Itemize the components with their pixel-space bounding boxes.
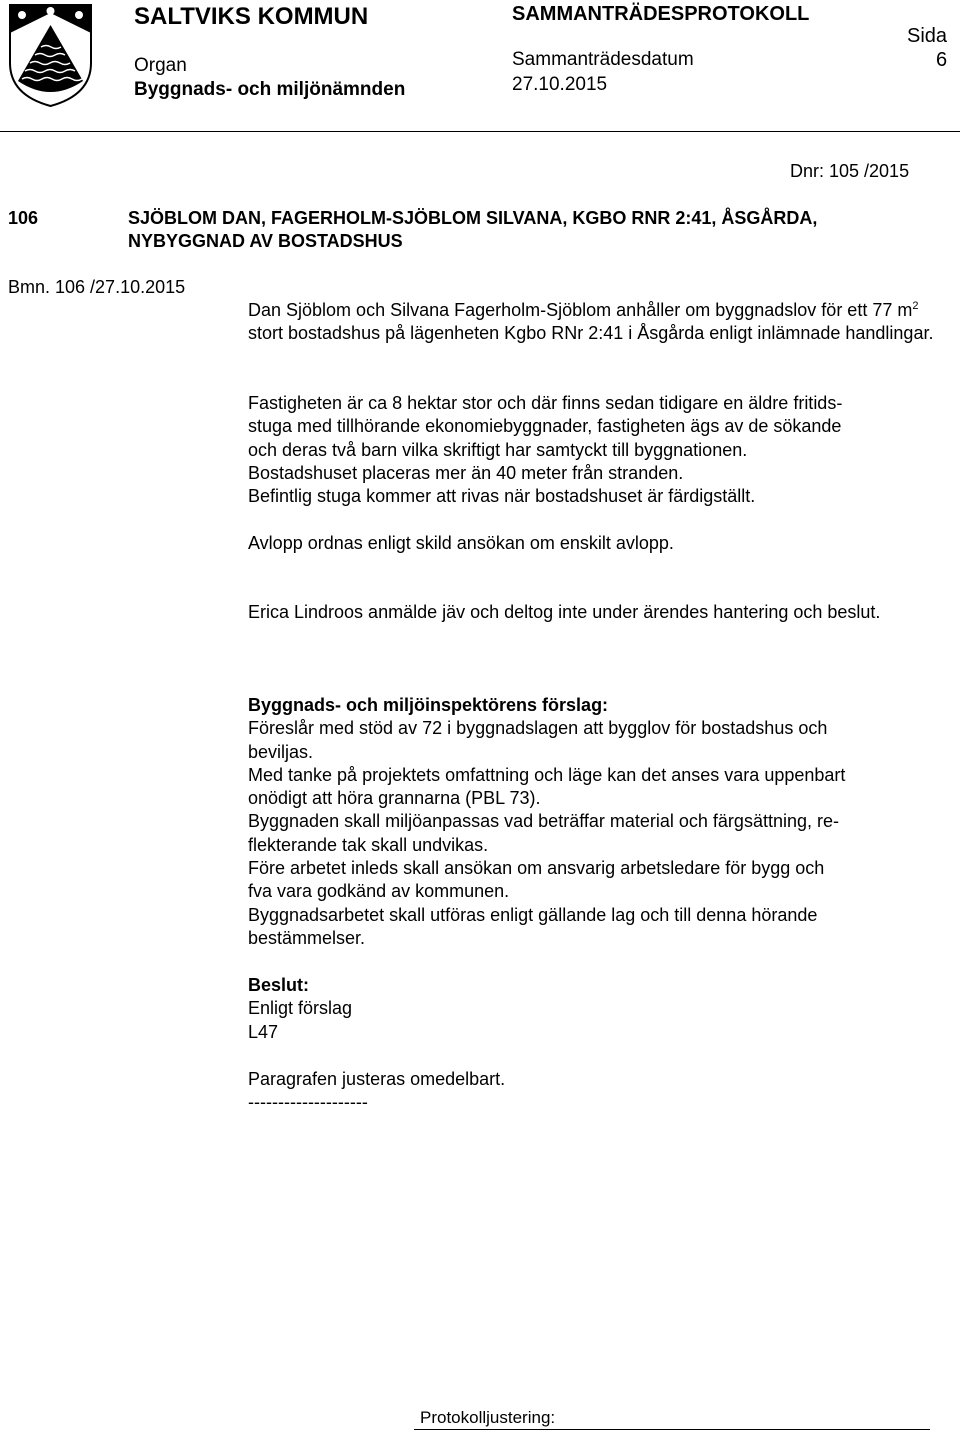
text-line: bestämmelser. xyxy=(248,927,366,948)
closing-text: Paragrafen justeras omedelbart. xyxy=(248,1069,506,1089)
text-line: Avlopp ordnas enligt skild ansökan om enskilt avlopp. xyxy=(248,533,674,553)
inspector-proposal xyxy=(248,694,938,950)
text-line: L47 xyxy=(248,1021,279,1042)
text-line: stuga med tillhörande ekonomiebyggnader, fastigheten ägs av de sökande xyxy=(248,416,842,437)
intro-text-a: Dan Sjöblom och Silvana Fagerholm-Sjöblom anhåller om byggnadslov för ett 77 m xyxy=(248,300,913,320)
decision-block xyxy=(248,974,938,1044)
header-rule xyxy=(0,131,960,132)
text-line: Föreslår med stöd av 72 i byggnadslagen att bygglov för bostadshus och xyxy=(248,718,828,739)
intro-text-b: stort bostadshus på lägenheten Kgbo RNr 2:41 i Åsgårda enligt inlämnade handlingar. xyxy=(248,323,934,344)
item-title-line2: NYBYGGNAD AV BOSTADSHUS xyxy=(128,231,403,251)
text-line: Enligt förslag xyxy=(248,998,353,1019)
text-line: Erica Lindroos anmälde jäv och deltog inte under ärendes hantering och beslut. xyxy=(248,602,881,622)
disqualification-note xyxy=(248,601,938,624)
page-number: 6 xyxy=(936,49,948,71)
page-label: Sida xyxy=(907,25,948,47)
organ-value: Byggnads- och miljönämnden xyxy=(134,79,406,100)
text-line: Befintlig stuga kommer att rivas när bostadshuset är färdigställt. xyxy=(248,486,756,507)
meeting-date-value: 27.10.2015 xyxy=(512,74,608,95)
text-line: Byggnaden skall miljöanpassas vad beträffar material och färgsättning, re- xyxy=(248,811,839,832)
text-line: onödigt att höra grannarna (PBL 73). xyxy=(248,788,541,809)
item-number: 106 xyxy=(8,208,39,228)
text-line: Före arbetet inleds skall ansökan om ansvarig arbetsledare för bygg och xyxy=(248,858,825,879)
text-line: beviljas. xyxy=(248,741,314,762)
organ-label: Organ xyxy=(134,55,187,76)
diary-number: Dnr: 105 /2015 xyxy=(790,161,910,181)
text-line: flekterande tak skall undvikas. xyxy=(248,834,489,855)
text-line: och deras två barn vilka skriftigt har samtyckt till byggnationen. xyxy=(248,439,748,460)
decision-heading: Beslut: xyxy=(248,975,310,995)
text-line: Bostadshuset placeras mer än 40 meter från stranden. xyxy=(248,462,684,483)
document-type: SAMMANTRÄDESPROTOKOLL xyxy=(512,3,810,25)
separator-dashes: -------------------- xyxy=(248,1092,368,1113)
minutes-verification-label: Protokolljustering: xyxy=(420,1408,556,1427)
text-line: Med tanke på projektets omfattning och läge kan det anses vara uppenbart xyxy=(248,764,846,785)
board-reference: Bmn. 106 /27.10.2015 xyxy=(8,277,186,297)
property-description xyxy=(248,392,938,508)
item-title-line1: SJÖBLOM DAN, FAGERHOLM-SJÖBLOM SILVANA, KGBO RNR 2:41, ÅSGÅRDA, xyxy=(128,208,818,228)
text-line: Fastigheten är ca 8 hektar stor och där finns sedan tidigare en äldre fritids- xyxy=(248,393,843,413)
municipality-name: SALTVIKS KOMMUN xyxy=(134,3,369,30)
intro-paragraph xyxy=(248,299,938,346)
text-line: Byggnadsarbetet skall utföras enligt gällande lag och till denna hörande xyxy=(248,904,818,925)
meeting-date-label: Sammanträdesdatum xyxy=(512,49,694,70)
closing-block xyxy=(248,1068,938,1115)
sewage-note xyxy=(248,532,938,555)
text-line: fva vara godkänd av kommunen. xyxy=(248,881,510,902)
footer-rule xyxy=(414,1429,930,1430)
saltvik-coat-of-arms-logo xyxy=(8,3,93,108)
intro-superscript: 2 xyxy=(912,300,919,312)
proposal-heading: Byggnads- och miljöinspektörens förslag: xyxy=(248,695,609,715)
